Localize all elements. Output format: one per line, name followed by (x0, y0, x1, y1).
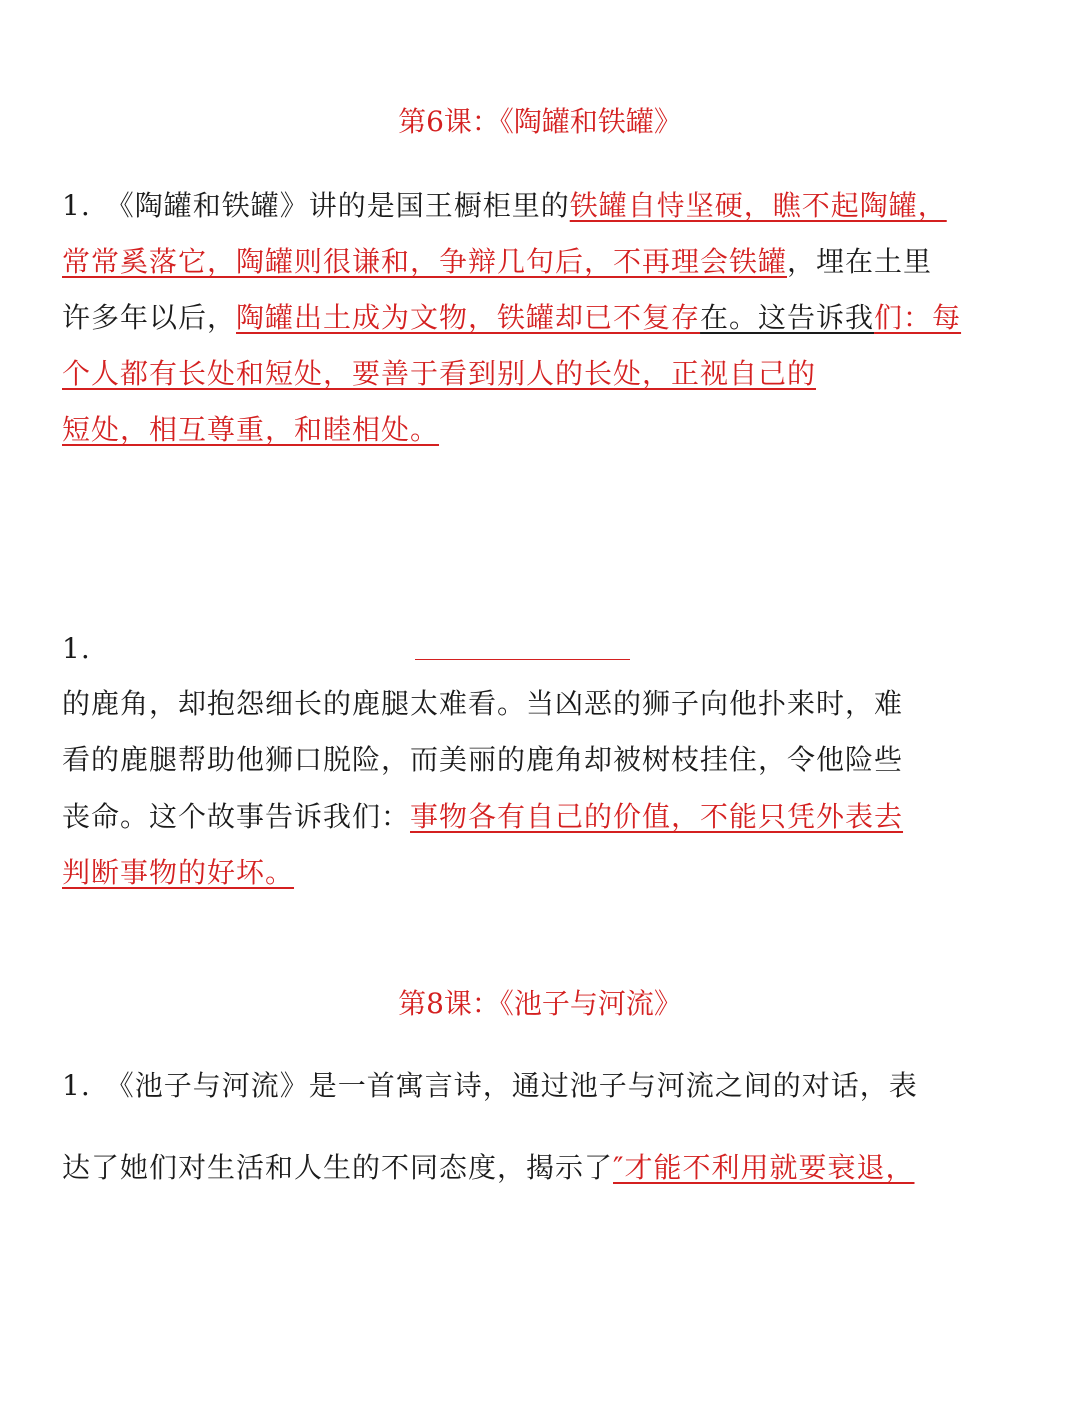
lesson-7-text: 丧命。这个故事告诉我们： (62, 800, 411, 833)
lesson-7-line-3 (62, 797, 903, 837)
lesson-7-number: 1. (62, 632, 91, 665)
lesson-6-text: 许多年以后， (62, 301, 237, 334)
lesson-8-line-1 (62, 1066, 918, 1106)
fill-in-blank-line (415, 659, 630, 660)
lesson-6-answer: 们：每 (874, 301, 962, 334)
lesson-8-line-2 (62, 1148, 914, 1188)
lesson-6-title: 第6课：《陶罐和铁罐》 (398, 105, 682, 138)
lesson-6-text: ，埋在土里 (787, 245, 933, 278)
lesson-7-text: 看的鹿腿帮助他狮口脱险，而美丽的鹿角却被树枝挂住，令他险些 (62, 743, 904, 776)
lesson-6-line-3 (62, 298, 961, 338)
lesson-6-line-5 (62, 410, 439, 450)
lesson-6-text-underlined: 在。这告诉我 (700, 301, 875, 334)
lesson-7-line-4 (62, 853, 294, 893)
lesson-7-answer: 判断事物的好坏。 (62, 856, 295, 889)
lesson-6-line-1 (62, 186, 947, 226)
lesson-7-answer: 事物各有自己的价值，不能只凭外表去 (410, 800, 904, 833)
lesson-6-answer: 铁罐自恃坚硬，瞧不起陶罐， (569, 189, 947, 222)
lesson-7-line-1 (62, 684, 903, 724)
lesson-6-text: 1. 《陶罐和铁罐》讲的是国王橱柜里的 (62, 189, 570, 222)
lesson-8-answer: ″才能不利用就要衰退， (613, 1151, 915, 1184)
lesson-8-text: 1. 《池子与河流》是一首寓言诗，通过池子与河流之间的对话，表 (62, 1069, 918, 1102)
lesson-7-line-2 (62, 740, 903, 780)
lesson-6-answer: 陶罐出土成为文物，铁罐却已不复存 (236, 301, 701, 334)
lesson-8-title: 第8课：《池子与河流》 (398, 987, 682, 1020)
lesson-7-text: 的鹿角，却抱怨细长的鹿腿太难看。当凶恶的狮子向他扑来时，难 (62, 687, 904, 720)
lesson-6-answer: 个人都有长处和短处，要善于看到别人的长处，正视自己的 (62, 357, 817, 390)
lesson-6-answer: 短处，相互尊重，和睦相处。 (62, 413, 440, 446)
lesson-8-text: 达了她们对生活和人生的不同态度，揭示了 (62, 1151, 614, 1184)
lesson-6-line-2 (62, 242, 932, 282)
lesson-6-answer: 常常奚落它，陶罐则很谦和，争辩几句后，不再理会铁罐 (62, 245, 788, 278)
lesson-6-line-4 (62, 354, 816, 394)
